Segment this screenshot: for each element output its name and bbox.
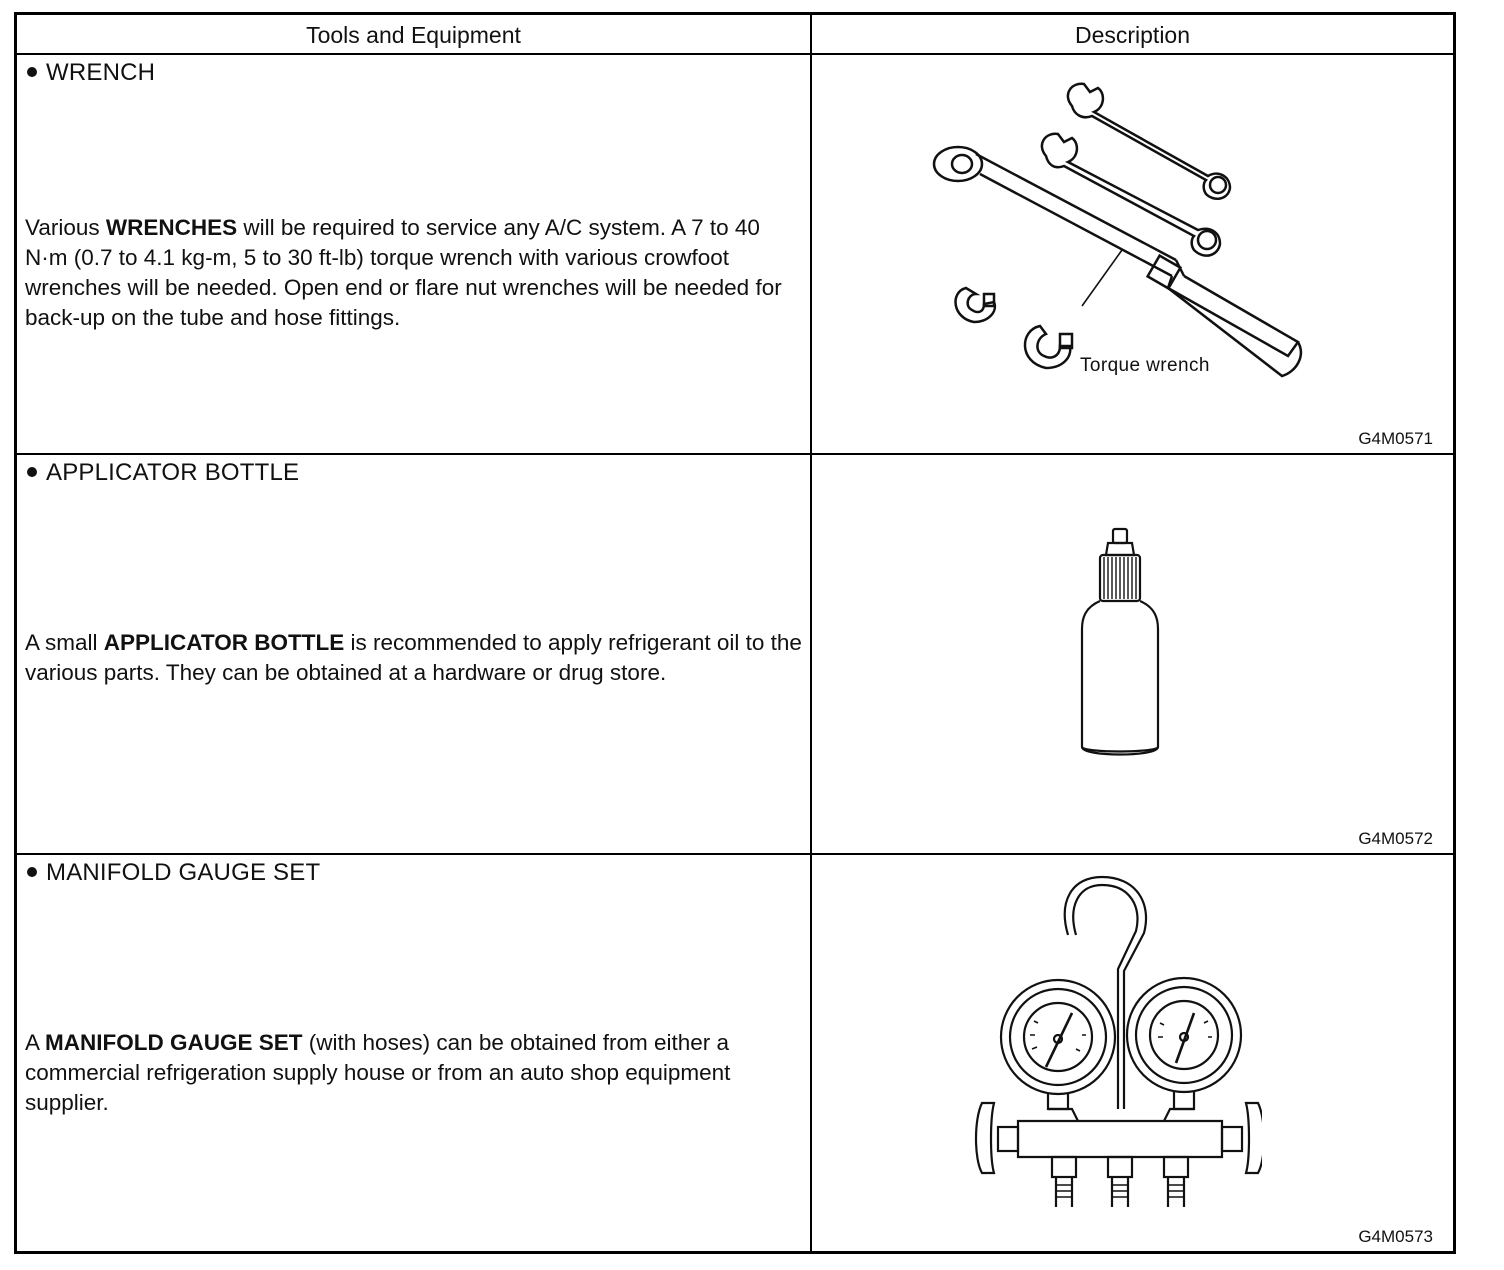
header-tools-and-equipment: Tools and Equipment bbox=[306, 22, 521, 48]
bullet-icon bbox=[27, 467, 37, 477]
low-pressure-gauge-icon bbox=[1001, 980, 1115, 1109]
gauge-title bbox=[27, 859, 320, 887]
wrench-desc-suffix: will be required to service any A/C system. A 7 to 40 N·m (0.7 to 4.1 kg-m, 5 to 30 ft-lb) torque wrench with various crowfoot wrenches will be needed. Open end or flare nut wrenches will be needed for back-up on the tube and hose fittings. bbox=[25, 215, 782, 330]
bottle-title bbox=[27, 459, 299, 487]
manifold-body bbox=[1018, 1121, 1222, 1157]
figure-code-g4m0571: G4M0571 bbox=[1358, 429, 1433, 448]
figure-code-g4m0572: G4M0572 bbox=[1358, 829, 1433, 848]
applicator-bottle-icon bbox=[1072, 525, 1172, 765]
wrench-illustration bbox=[922, 80, 1342, 400]
bottle-description bbox=[25, 628, 807, 688]
bottle-desc-bold: APPLICATOR BOTTLE bbox=[103, 630, 345, 655]
table-row-applicator-bottle bbox=[17, 455, 1453, 853]
gauge-desc-bold: MANIFOLD GAUGE SET bbox=[45, 1030, 303, 1055]
bottle-desc-prefix: A small bbox=[25, 630, 104, 655]
tools-table bbox=[14, 12, 1456, 1254]
gauge-desc-suffix: (with hoses) can be obtained from either a commercial refrigeration supply house or from an auto shop equipment supplier. bbox=[25, 1030, 731, 1115]
torque-wrench-icon bbox=[934, 147, 1301, 376]
gauge-description bbox=[25, 1028, 807, 1118]
manifold-gauge-set-icon bbox=[972, 873, 1262, 1208]
high-pressure-gauge-icon bbox=[1127, 978, 1241, 1109]
header-description: Description bbox=[1074, 22, 1191, 48]
gauge-desc-prefix: A bbox=[25, 1030, 46, 1055]
gauge-text-cell bbox=[17, 855, 810, 1251]
left-valve-knob-icon bbox=[976, 1103, 1018, 1173]
wrench-figure-cell bbox=[812, 55, 1453, 453]
leader-line bbox=[1082, 250, 1122, 306]
hose-fittings-icon bbox=[1052, 1157, 1188, 1207]
wrench-title bbox=[27, 59, 155, 87]
crowfoot-wrench-icon bbox=[956, 288, 1072, 368]
gauge-figure-cell bbox=[812, 855, 1453, 1251]
wrench-desc-prefix: Various bbox=[25, 215, 106, 240]
torque-wrench-label: Torque wrench bbox=[1080, 355, 1210, 376]
gauge-title-text: MANIFOLD GAUGE SET bbox=[46, 859, 321, 886]
bottle-figure-cell bbox=[812, 455, 1453, 853]
table-row-manifold-gauge-set bbox=[17, 855, 1453, 1251]
figure-code-g4m0573: G4M0573 bbox=[1358, 1227, 1433, 1246]
bottle-text-cell bbox=[17, 455, 810, 853]
right-valve-knob-icon bbox=[1222, 1103, 1262, 1173]
bottle-desc-suffix: is recommended to apply refrigerant oil to the various parts. They can be obtained at a hardware or drug store. bbox=[25, 630, 802, 685]
bottle-title-text: APPLICATOR BOTTLE bbox=[46, 459, 300, 486]
bullet-icon bbox=[27, 67, 37, 77]
wrench-description bbox=[25, 213, 807, 333]
table-header bbox=[17, 15, 1453, 55]
table-row-wrench bbox=[17, 55, 1453, 453]
wrench-desc-bold: WRENCHES bbox=[105, 215, 238, 240]
bullet-icon bbox=[27, 867, 37, 877]
wrench-text-cell bbox=[17, 55, 810, 453]
wrench-title-text: WRENCH bbox=[46, 59, 156, 86]
